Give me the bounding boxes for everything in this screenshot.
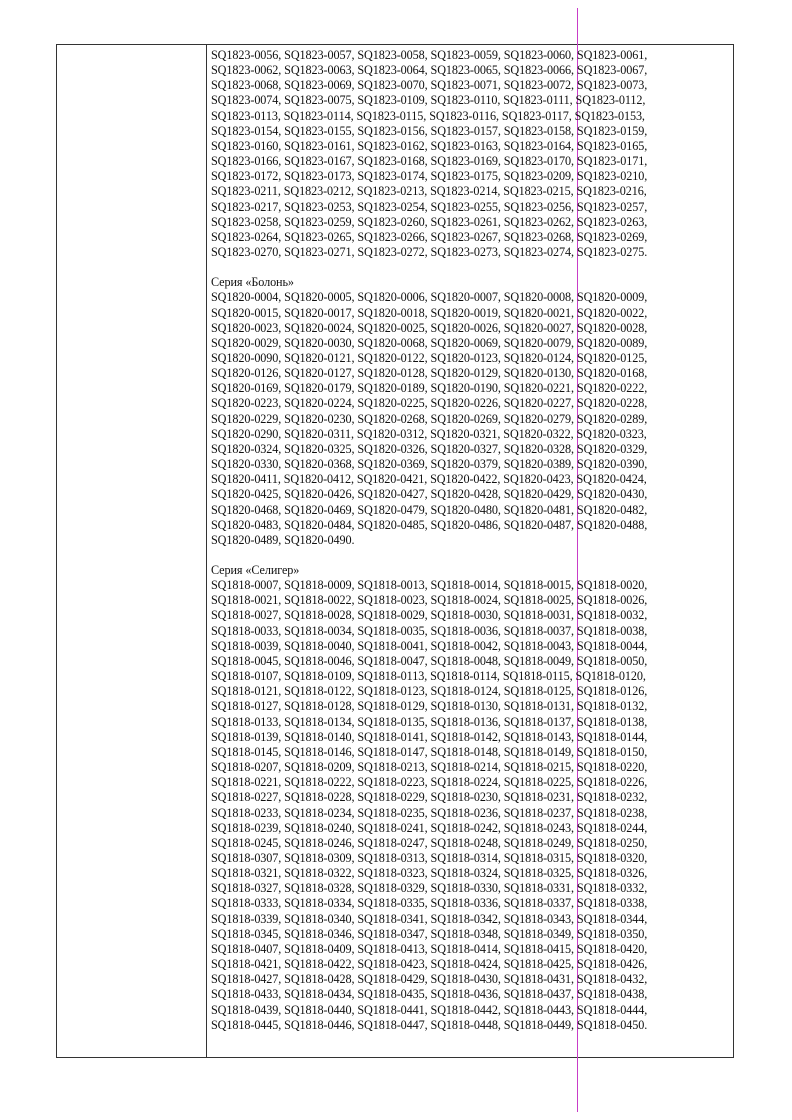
- text-line: SQ1818-0227, SQ1818-0228, SQ1818-0229, SQ1818-0230, SQ1818-0231, SQ1818-0232,: [211, 790, 648, 805]
- text-line: SQ1823-0056, SQ1823-0057, SQ1823-0058, SQ1823-0059, SQ1823-0060, SQ1823-0061,: [211, 48, 648, 62]
- text-line: SQ1818-0445, SQ1818-0446, SQ1818-0447, SQ1818-0448, SQ1818-0449, SQ1818-0450.: [211, 1017, 648, 1032]
- text-line: SQ1823-0258, SQ1823-0259, SQ1823-0260, SQ1823-0261, SQ1823-0262, SQ1823-0263,: [211, 214, 648, 229]
- series-title: Серия «Селигер»: [211, 563, 300, 577]
- section-gap: [211, 260, 731, 275]
- text-line: SQ1820-0126, SQ1820-0127, SQ1820-0128, SQ1820-0129, SQ1820-0130, SQ1820-0168,: [211, 366, 648, 381]
- text-line: SQ1820-0023, SQ1820-0024, SQ1820-0025, SQ1820-0026, SQ1820-0027, SQ1820-0028,: [211, 320, 648, 335]
- text-line: SQ1823-0160, SQ1823-0161, SQ1823-0162, SQ1823-0163, SQ1823-0164, SQ1823-0165,: [211, 138, 648, 153]
- text-line: SQ1820-0169, SQ1820-0179, SQ1820-0189, SQ1820-0190, SQ1820-0221, SQ1820-0222,: [211, 381, 648, 396]
- text-line: SQ1823-0211, SQ1823-0212, SQ1823-0213, SQ1823-0214, SQ1823-0215, SQ1823-0216,: [211, 184, 647, 199]
- text-line: SQ1818-0339, SQ1818-0340, SQ1818-0341, SQ1818-0342, SQ1818-0343, SQ1818-0344,: [211, 911, 648, 926]
- text-line: SQ1818-0107, SQ1818-0109, SQ1818-0113, SQ1818-0114, SQ1818-0115, SQ1818-0120,: [211, 669, 646, 684]
- text-line: SQ1820-0223, SQ1820-0224, SQ1820-0225, SQ1820-0226, SQ1820-0227, SQ1820-0228,: [211, 396, 648, 411]
- text-line: SQ1823-0074, SQ1823-0075, SQ1823-0109, SQ1823-0110, SQ1823-0111, SQ1823-0112,: [211, 93, 646, 108]
- text-line: SQ1820-0411, SQ1820-0412, SQ1820-0421, SQ1820-0422, SQ1820-0423, SQ1820-0424,: [211, 472, 647, 487]
- text-line: SQ1818-0007, SQ1818-0009, SQ1818-0013, SQ1818-0014, SQ1818-0015, SQ1818-0020,: [211, 578, 648, 593]
- text-line: SQ1818-0345, SQ1818-0346, SQ1818-0347, SQ1818-0348, SQ1818-0349, SQ1818-0350,: [211, 926, 648, 941]
- series-block: [211, 563, 731, 1033]
- text-line: SQ1820-0290, SQ1820-0311, SQ1820-0312, SQ1820-0321, SQ1820-0322, SQ1820-0323,: [211, 426, 647, 441]
- text-line: SQ1818-0439, SQ1818-0440, SQ1818-0441, SQ1818-0442, SQ1818-0443, SQ1818-0444,: [211, 1002, 648, 1017]
- text-line: SQ1820-0004, SQ1820-0005, SQ1820-0006, SQ1820-0007, SQ1820-0008, SQ1820-0009,: [211, 290, 648, 305]
- text-line: SQ1818-0039, SQ1818-0040, SQ1818-0041, SQ1818-0042, SQ1818-0043, SQ1818-0044,: [211, 638, 648, 653]
- text-line: SQ1820-0330, SQ1820-0368, SQ1820-0369, SQ1820-0379, SQ1820-0389, SQ1820-0390,: [211, 457, 648, 472]
- text-line: SQ1818-0245, SQ1818-0246, SQ1818-0247, SQ1818-0248, SQ1818-0249, SQ1818-0250,: [211, 835, 648, 850]
- text-line: SQ1818-0133, SQ1818-0134, SQ1818-0135, SQ1818-0136, SQ1818-0137, SQ1818-0138,: [211, 714, 648, 729]
- text-line: SQ1820-0489, SQ1820-0490.: [211, 532, 355, 547]
- text-line: SQ1820-0324, SQ1820-0325, SQ1820-0326, SQ1820-0327, SQ1820-0328, SQ1820-0329,: [211, 441, 648, 456]
- text-line: SQ1823-0113, SQ1823-0114, SQ1823-0115, SQ1823-0116, SQ1823-0117, SQ1823-0153,: [211, 108, 645, 123]
- text-line: SQ1820-0425, SQ1820-0426, SQ1820-0427, SQ1820-0428, SQ1820-0429, SQ1820-0430,: [211, 487, 648, 502]
- text-line: SQ1818-0333, SQ1818-0334, SQ1818-0335, SQ1818-0336, SQ1818-0337, SQ1818-0338,: [211, 896, 648, 911]
- text-line: SQ1818-0427, SQ1818-0428, SQ1818-0429, SQ1818-0430, SQ1818-0431, SQ1818-0432,: [211, 972, 648, 987]
- text-line: SQ1818-0127, SQ1818-0128, SQ1818-0129, SQ1818-0130, SQ1818-0131, SQ1818-0132,: [211, 699, 648, 714]
- text-line: SQ1823-0270, SQ1823-0271, SQ1823-0272, SQ1823-0273, SQ1823-0274, SQ1823-0275.: [211, 245, 648, 260]
- text-line: SQ1818-0239, SQ1818-0240, SQ1818-0241, SQ1818-0242, SQ1818-0243, SQ1818-0244,: [211, 820, 648, 835]
- text-line: SQ1818-0327, SQ1818-0328, SQ1818-0329, SQ1818-0330, SQ1818-0331, SQ1818-0332,: [211, 881, 648, 896]
- text-line: SQ1818-0145, SQ1818-0146, SQ1818-0147, SQ1818-0148, SQ1818-0149, SQ1818-0150,: [211, 744, 648, 759]
- text-line: SQ1823-0068, SQ1823-0069, SQ1823-0070, SQ1823-0071, SQ1823-0072, SQ1823-0073,: [211, 78, 648, 93]
- text-line: SQ1818-0421, SQ1818-0422, SQ1818-0423, SQ1818-0424, SQ1818-0425, SQ1818-0426,: [211, 957, 648, 972]
- series-container: [211, 275, 731, 1033]
- text-line: SQ1823-0062, SQ1823-0063, SQ1823-0064, SQ1823-0065, SQ1823-0066, SQ1823-0067,: [211, 63, 648, 78]
- text-line: SQ1818-0433, SQ1818-0434, SQ1818-0435, SQ1818-0436, SQ1818-0437, SQ1818-0438,: [211, 987, 648, 1002]
- continuation-block: [211, 48, 731, 260]
- right-column-content: [211, 48, 731, 1033]
- text-line: SQ1818-0233, SQ1818-0234, SQ1818-0235, SQ1818-0236, SQ1818-0237, SQ1818-0238,: [211, 805, 648, 820]
- text-line: SQ1818-0321, SQ1818-0322, SQ1818-0323, SQ1818-0324, SQ1818-0325, SQ1818-0326,: [211, 866, 648, 881]
- text-line: SQ1818-0139, SQ1818-0140, SQ1818-0141, SQ1818-0142, SQ1818-0143, SQ1818-0144,: [211, 729, 648, 744]
- column-divider: [206, 44, 207, 1058]
- text-line: SQ1823-0172, SQ1823-0173, SQ1823-0174, SQ1823-0175, SQ1823-0209, SQ1823-0210,: [211, 169, 648, 184]
- text-line: SQ1818-0121, SQ1818-0122, SQ1818-0123, SQ1818-0124, SQ1818-0125, SQ1818-0126,: [211, 684, 648, 699]
- text-line: SQ1823-0154, SQ1823-0155, SQ1823-0156, SQ1823-0157, SQ1823-0158, SQ1823-0159,: [211, 123, 648, 138]
- text-line: SQ1820-0229, SQ1820-0230, SQ1820-0268, SQ1820-0269, SQ1820-0279, SQ1820-0289,: [211, 411, 648, 426]
- text-line: SQ1823-0264, SQ1823-0265, SQ1823-0266, SQ1823-0267, SQ1823-0268, SQ1823-0269,: [211, 229, 648, 244]
- text-line: SQ1823-0166, SQ1823-0167, SQ1823-0168, SQ1823-0169, SQ1823-0170, SQ1823-0171,: [211, 154, 648, 169]
- text-line: SQ1820-0090, SQ1820-0121, SQ1820-0122, SQ1820-0123, SQ1820-0124, SQ1820-0125,: [211, 350, 648, 365]
- text-line: SQ1818-0221, SQ1818-0222, SQ1818-0223, SQ1818-0224, SQ1818-0225, SQ1818-0226,: [211, 775, 648, 790]
- text-line: SQ1820-0483, SQ1820-0484, SQ1820-0485, SQ1820-0486, SQ1820-0487, SQ1820-0488,: [211, 517, 648, 532]
- text-line: SQ1818-0045, SQ1818-0046, SQ1818-0047, SQ1818-0048, SQ1818-0049, SQ1818-0050,: [211, 653, 648, 668]
- text-line: SQ1818-0033, SQ1818-0034, SQ1818-0035, SQ1818-0036, SQ1818-0037, SQ1818-0038,: [211, 623, 648, 638]
- text-line: SQ1818-0021, SQ1818-0022, SQ1818-0023, SQ1818-0024, SQ1818-0025, SQ1818-0026,: [211, 593, 648, 608]
- text-line: SQ1818-0207, SQ1818-0209, SQ1818-0213, SQ1818-0214, SQ1818-0215, SQ1818-0220,: [211, 760, 648, 775]
- text-line: SQ1820-0468, SQ1820-0469, SQ1820-0479, SQ1820-0480, SQ1820-0481, SQ1820-0482,: [211, 502, 648, 517]
- series-title: Серия «Болонь»: [211, 275, 294, 290]
- text-line: SQ1818-0307, SQ1818-0309, SQ1818-0313, SQ1818-0314, SQ1818-0315, SQ1818-0320,: [211, 850, 648, 865]
- text-line: SQ1818-0027, SQ1818-0028, SQ1818-0029, SQ1818-0030, SQ1818-0031, SQ1818-0032,: [211, 608, 648, 623]
- text-line: SQ1818-0407, SQ1818-0409, SQ1818-0413, SQ1818-0414, SQ1818-0415, SQ1818-0420,: [211, 941, 648, 956]
- text-line: SQ1823-0217, SQ1823-0253, SQ1823-0254, SQ1823-0255, SQ1823-0256, SQ1823-0257,: [211, 199, 648, 214]
- section-gap: [211, 548, 731, 563]
- series-block: [211, 275, 731, 548]
- text-line: SQ1820-0029, SQ1820-0030, SQ1820-0068, SQ1820-0069, SQ1820-0079, SQ1820-0089,: [211, 335, 648, 350]
- text-line: SQ1820-0015, SQ1820-0017, SQ1820-0018, SQ1820-0019, SQ1820-0021, SQ1820-0022,: [211, 305, 648, 320]
